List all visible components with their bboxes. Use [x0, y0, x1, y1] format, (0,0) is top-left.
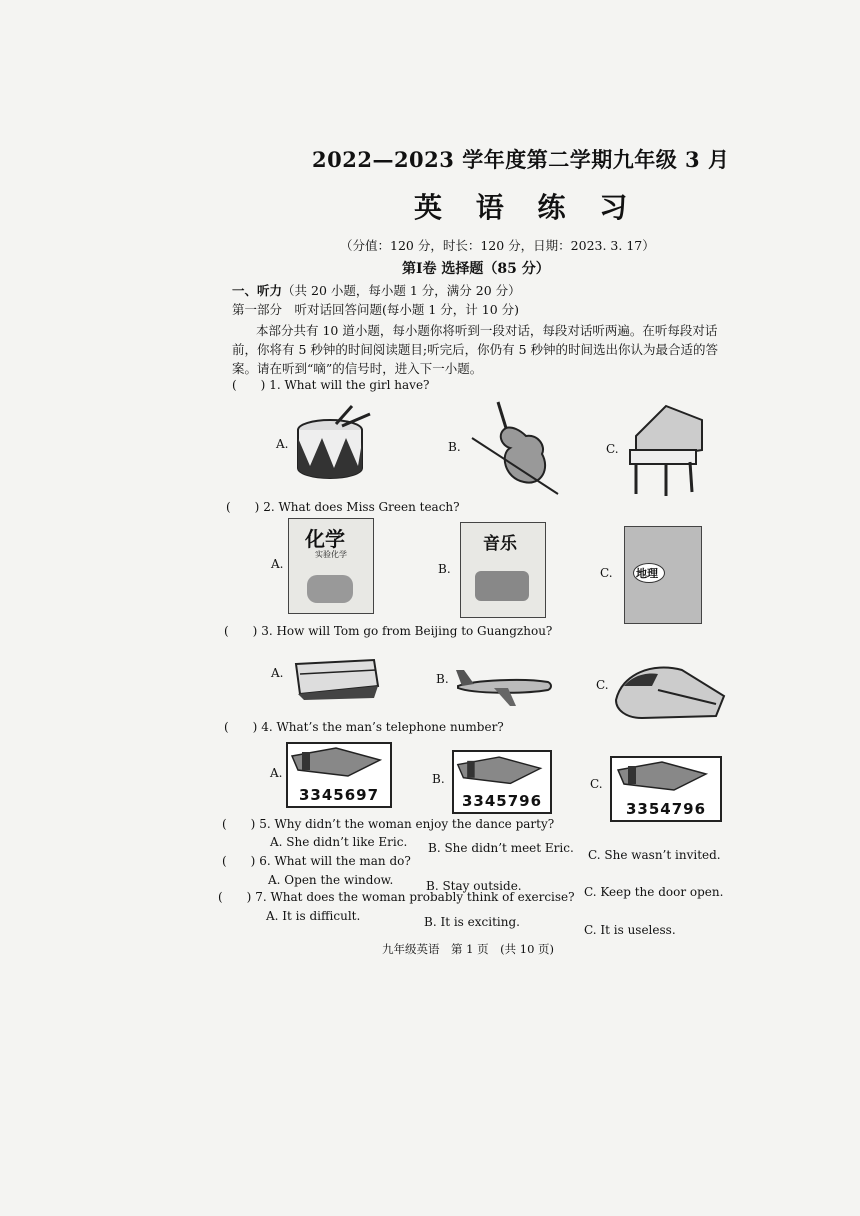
question-text: 3. How will Tom go from Beijing to Guangzhou?: [261, 624, 553, 638]
option-label: A.: [276, 437, 289, 451]
question-text: 2. What does Miss Green teach?: [263, 500, 460, 514]
answer-blank[interactable]: ( ): [222, 854, 256, 868]
option-label: C.: [600, 566, 613, 580]
phone-image: [610, 756, 722, 822]
option-a: A. She didn’t like Eric.: [270, 835, 408, 849]
instruction-line: 前，你将有 5 秒钟的时间阅读题目;听完后，你仍有 5 秒钟的时间选出你认为最合适的答: [232, 342, 719, 357]
book-title: 化学: [305, 527, 345, 551]
listening-heading-rest: （共 20 小题，每小题 1 分，满分 20 分）: [282, 283, 521, 298]
exam-subject: 英 语 练 习: [414, 191, 640, 224]
option-c: C. It is useless.: [584, 923, 676, 937]
phone-image: [286, 742, 392, 808]
option-label: C.: [596, 678, 609, 692]
listening-heading: [232, 281, 521, 299]
book-title: 地理: [636, 567, 658, 580]
telephone-icon: [454, 754, 548, 794]
music-book-image: [460, 522, 546, 618]
question-text: 4. What’s the man’s telephone number?: [261, 720, 504, 734]
question-text: 5. Why didn’t the woman enjoy the dance party?: [259, 817, 555, 831]
question-5: [222, 815, 554, 832]
part-title: 第Ⅰ卷 选择题（85 分）: [402, 261, 550, 277]
option-a: A. Open the window.: [268, 873, 394, 887]
phone-number: 3345796: [461, 792, 543, 810]
option-label: C.: [606, 442, 619, 456]
question-text: 7. What does the woman probably think of exercise?: [255, 890, 575, 904]
option-label: B.: [448, 440, 461, 454]
option-label: B.: [438, 562, 451, 576]
instruction-line: 案。请在听到“嘀”的信号时，进入下一小题。: [232, 361, 483, 376]
instruction-line: 本部分共有 10 道小题，每小题你将听到一段对话，每段对话听两遍。在听每段对话: [256, 323, 718, 338]
question-text: 1. What will the girl have?: [269, 378, 430, 392]
page-footer: 九年级英语 第 1 页 (共 10 页): [382, 942, 555, 956]
book-subtitle: 实验化学: [315, 550, 347, 559]
part1-heading: 第一部分 听对话回答问题(每小题 1 分，计 10 分): [232, 302, 520, 317]
ship-image: [294, 652, 380, 702]
phone-number: 3345697: [298, 786, 380, 804]
answer-blank[interactable]: ( ): [222, 817, 256, 831]
option-c: C. Keep the door open.: [584, 885, 724, 899]
option-b: B. It is exciting.: [424, 915, 520, 929]
violin-image: [466, 398, 562, 498]
question-2: [226, 498, 460, 515]
phone-number: 3354796: [625, 800, 707, 818]
option-c: C. She wasn’t invited.: [588, 848, 721, 862]
answer-blank[interactable]: ( ): [226, 500, 260, 514]
question-3: [224, 622, 552, 639]
listening-heading-bold: 一、听力: [232, 283, 283, 298]
chemistry-book-image: [288, 518, 374, 614]
question-6: [222, 852, 411, 869]
option-label: B.: [436, 672, 449, 686]
option-label: A.: [270, 766, 283, 780]
exam-meta: （分值：120 分，时长：120 分，日期：2023. 3. 17）: [340, 238, 655, 253]
option-label: A.: [271, 666, 284, 680]
telephone-icon: [612, 760, 716, 800]
book-title: 音乐: [483, 534, 517, 554]
question-text: 6. What will the man do?: [259, 854, 411, 868]
option-label: A.: [271, 557, 284, 571]
answer-blank[interactable]: ( ): [224, 624, 258, 638]
phone-image: [452, 750, 552, 814]
drum-image: [290, 402, 372, 484]
answer-blank[interactable]: ( ): [218, 890, 252, 904]
option-a: A. It is difficult.: [266, 909, 361, 923]
option-b: B. Stay outside.: [426, 879, 522, 893]
train-image: [612, 660, 728, 722]
piano-image: [626, 400, 708, 500]
answer-blank[interactable]: ( ): [232, 378, 266, 392]
telephone-icon: [288, 746, 388, 786]
exam-title: 2022—2023 学年度第二学期九年级 3 月: [312, 147, 730, 172]
question-1: [232, 376, 430, 393]
question-7: [218, 888, 575, 905]
option-label: C.: [590, 777, 603, 791]
answer-blank[interactable]: ( ): [224, 720, 258, 734]
option-label: B.: [432, 772, 445, 786]
plane-image: [454, 666, 554, 708]
question-4: [224, 718, 504, 735]
geography-book-image: [624, 526, 702, 624]
option-b: B. She didn’t meet Eric.: [428, 841, 574, 855]
